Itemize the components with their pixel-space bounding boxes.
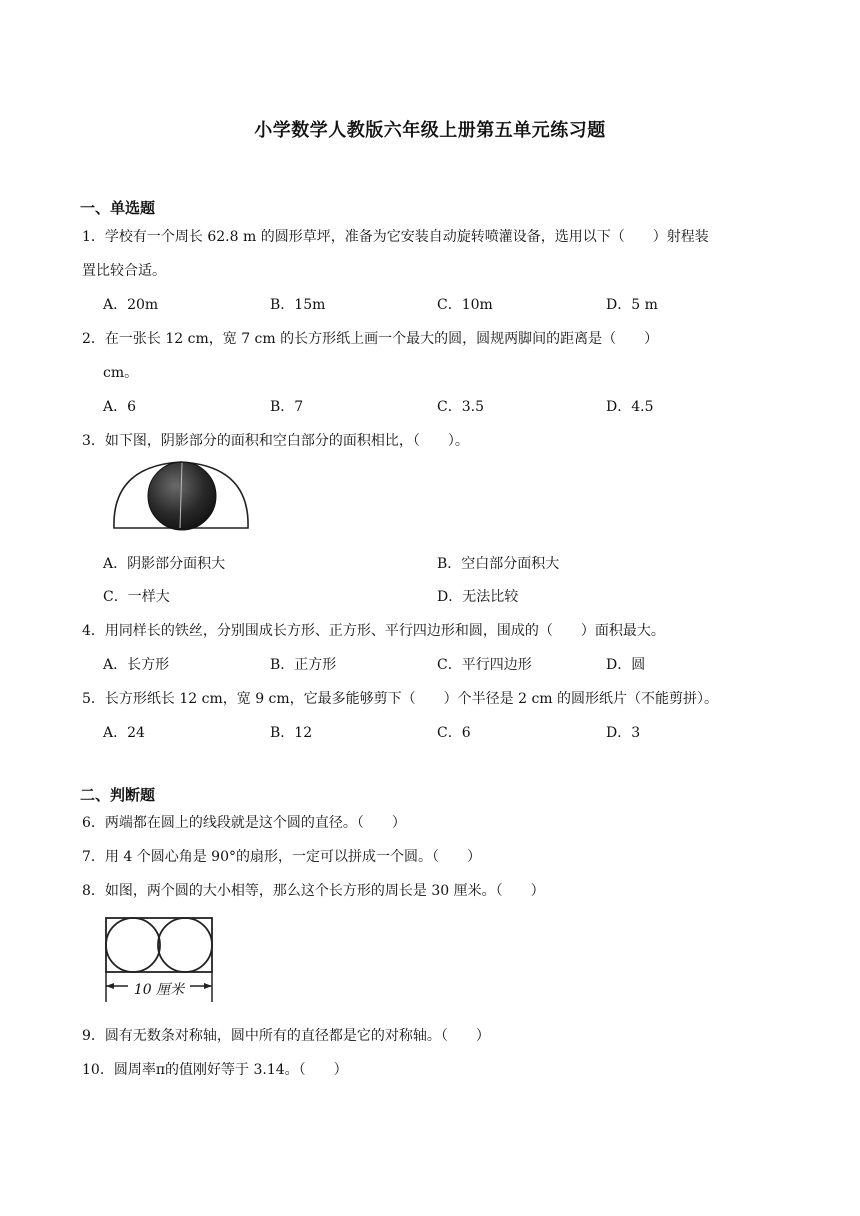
section-heading-true-false: 二、判断题 xyxy=(80,786,156,804)
question-5-option-a: A．24 xyxy=(103,725,145,741)
question-4-option-c: C．平行四边形 xyxy=(437,657,532,673)
section-heading-single-choice: 一、单选题 xyxy=(80,199,156,217)
question-2-text: 2．在一张长 12 cm，宽 7 cm 的长方形纸上画一个最大的圆，圆规两脚间的距离是（ ） xyxy=(82,331,659,347)
question-4-option-d: D．圆 xyxy=(606,657,646,673)
question-2-option-d: D．4.5 xyxy=(606,399,654,415)
question-7-text: 7．用 4 个圆心角是 90°的扇形，一定可以拼成一个圆。（ ） xyxy=(82,849,481,865)
question-5-option-b: B．12 xyxy=(270,725,313,741)
figure-width-label: 10 厘米 xyxy=(133,982,185,998)
question-2-option-a: A．6 xyxy=(103,399,137,415)
question-9-text: 9．圆有无数条对称轴，圆中所有的直径都是它的对称轴。（ ） xyxy=(82,1028,490,1044)
question-2-option-b: B．7 xyxy=(270,399,304,415)
question-2-text-cont: cm。 xyxy=(103,365,139,381)
question-10-text: 10．圆周率π的值刚好等于 3.14。（ ） xyxy=(82,1062,348,1078)
question-4-option-b: B．正方形 xyxy=(270,657,337,673)
question-5-option-c: C．6 xyxy=(437,725,471,741)
question-1-option-b: B．15m xyxy=(270,297,326,313)
question-3-option-c: C．一样大 xyxy=(103,589,170,605)
question-1-option-d: D．5 m xyxy=(606,297,658,313)
question-3-option-a: A．阴影部分面积大 xyxy=(103,556,226,572)
question-4-option-a: A．长方形 xyxy=(103,657,170,673)
question-8-text: 8．如图，两个圆的大小相等，那么这个长方形的周长是 30 厘米。（ ） xyxy=(82,883,545,899)
question-4-text: 4．用同样长的铁丝，分别围成长方形、正方形、平行四边形和圆，围成的（ ）面积最大。 xyxy=(82,623,665,639)
question-3-option-b: B．空白部分面积大 xyxy=(437,556,560,572)
question-6-text: 6．两端都在圆上的线段就是这个圆的直径。（ ） xyxy=(82,815,406,831)
question-1-option-a: A．20m xyxy=(103,297,159,313)
question-3-option-d: D．无法比较 xyxy=(437,589,519,605)
question-1-option-c: C．10m xyxy=(437,297,493,313)
semicircle-shaded-circle-figure xyxy=(106,456,256,532)
question-2-option-c: C．3.5 xyxy=(437,399,484,415)
question-5-text: 5．长方形纸长 12 cm，宽 9 cm，它最多能够剪下（ ）个半径是 2 cm 的圆形纸片（不能剪拼）。 xyxy=(82,691,719,707)
question-1-text: 1．学校有一个周长 62.8 m 的圆形草坪，准备为它安装自动旋转喷灌设备，选用以下（ ）射程装 xyxy=(82,229,709,245)
page-title: 小学数学人教版六年级上册第五单元练习题 xyxy=(254,120,606,141)
question-5-option-d: D．3 xyxy=(606,725,641,741)
question-1-text-cont: 置比较合适。 xyxy=(82,263,166,279)
two-circles-rectangle-figure xyxy=(102,912,218,1004)
question-3-text: 3．如下图，阴影部分的面积和空白部分的面积相比，（ ）。 xyxy=(82,433,469,449)
